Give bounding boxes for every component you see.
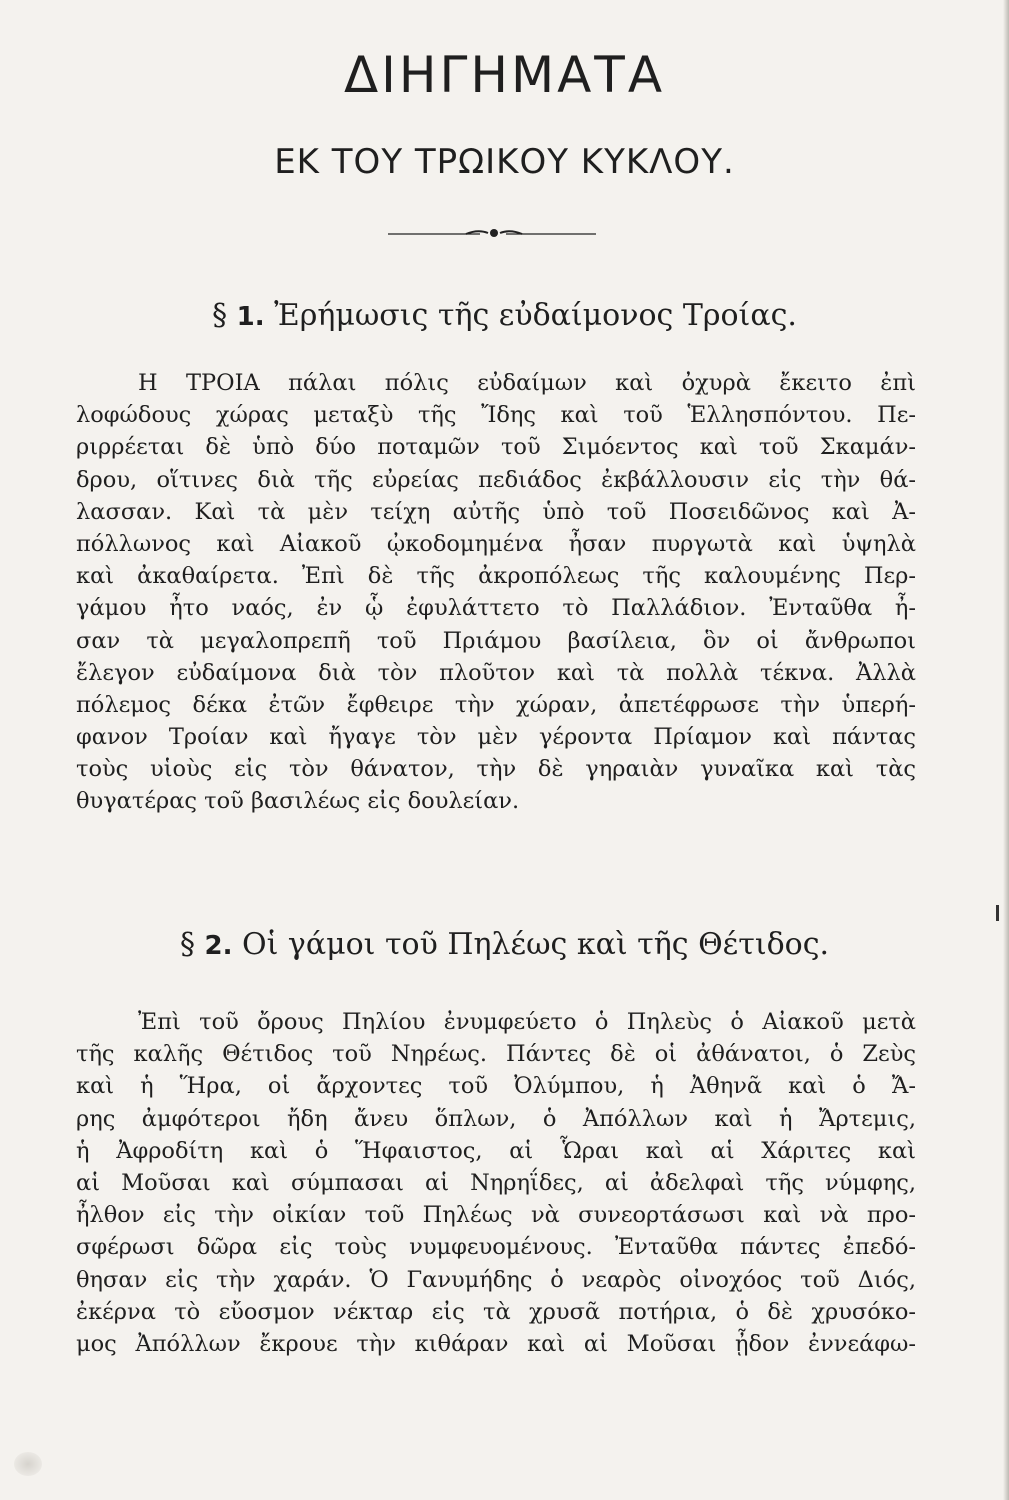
text-line: πόλεμος δέκα ἐτῶν ἔφθειρε τὴν χώραν, ἀπετέφρωσε τὴν ὑπερή- (76, 691, 916, 718)
text-line: Ἐπὶ τοῦ ὄρους Πηλίου ἐνυμφεύετο ὁ Πηλεὺς ὁ Αἰακοῦ μετὰ (138, 1009, 916, 1035)
section-symbol: § (179, 927, 195, 962)
section-title: Ἐρήμωσις τῆς εὐδαίμονος Τροίας. (274, 298, 797, 333)
text-line: ἐκέρνα τὸ εὔοσμον νέκταρ εἰς τὰ χρυσᾶ ποτήρια, ὁ δὲ χρυσόκο- (76, 1298, 916, 1325)
text-line: σαν τὰ μεγαλοπρεπῆ τοῦ Πριάμου βασίλεια, ὃν οἱ ἄνθρωποι (76, 627, 916, 654)
text-line: τῆς καλῆς Θέτιδος τοῦ Νηρέως. Πάντες δὲ οἱ ἀθάνατοι, ὁ Ζεὺς (76, 1041, 916, 1068)
text-line: φανον Τροίαν καὶ ἤγαγε τὸν μὲν γέροντα Πρίαμον καὶ πάντας (76, 724, 916, 751)
text-line: μος Ἀπόλλων ἔκρουε τὴν κιθάραν καὶ αἱ Μοῦσαι ᾖδον ἐννεάφω- (76, 1330, 916, 1357)
page-title: ΔΙΗΓΗΜΑΤΑ (343, 46, 666, 104)
text-line: θυγατέρας τοῦ βασιλέως εἰς δουλείαν. (76, 788, 520, 815)
text-line: ἦλθον εἰς τὴν οἰκίαν τοῦ Πηλέως νὰ συνεορτάσωσι καὶ νὰ προ- (76, 1202, 916, 1229)
section-number: 1. (236, 302, 265, 332)
text-line: ρης ἀμφότεροι ἤδη ἄνευ ὅπλων, ὁ Ἀπόλλων καὶ ἡ Ἄρτεμις, (76, 1105, 916, 1132)
divider-ornament (388, 226, 596, 240)
section-2-paragraph (76, 1006, 916, 1360)
text-line: θησαν εἰς τὴν χαράν. Ὁ Γανυμήδης ὁ νεαρὸς οἰνοχόος τοῦ Διός, (76, 1266, 916, 1293)
text-line: γάμου ἦτο ναός, ἐν ᾧ ἐφυλάττετο τὸ Παλλάδιον. Ἐνταῦθα ἦ- (76, 595, 916, 622)
text-line: πόλλωνος καὶ Αἰακοῦ ᾠκοδομημένα ἦσαν πυργωτὰ καὶ ὑψηλὰ (76, 530, 916, 557)
text-line: ριρρέεται δὲ ὑπὸ δύο ποταμῶν τοῦ Σιμόεντος καὶ τοῦ Σκαμάν- (76, 434, 916, 461)
section-title: Οἱ γάμοι τοῦ Πηλέως καὶ τῆς Θέτιδος. (242, 927, 830, 962)
page-subtitle: ΕΚ ΤΟΥ ΤΡΩΙΚΟΥ ΚΥΚΛΟΥ. (274, 142, 735, 182)
text-line: καὶ ἡ Ἥρα, οἱ ἄρχοντες τοῦ Ὀλύμπου, ἡ Ἀθηνᾶ καὶ ὁ Ἄ- (76, 1073, 916, 1100)
section-symbol: § (212, 298, 228, 333)
section-1-heading (0, 298, 1009, 333)
section-2-heading (0, 927, 1009, 962)
text-line: τοὺς υἱοὺς εἰς τὸν θάνατον, τὴν δὲ γηραιὰν γυναῖκα καὶ τὰς (76, 756, 916, 783)
text-line: σφέρωσι δῶρα εἰς τοὺς νυμφευομένους. Ἐνταῦθα πάντες ἐπεδό- (76, 1234, 916, 1261)
text-line: αἱ Μοῦσαι καὶ σύμπασαι αἱ Νηρηΐδες, αἱ ἀδελφαὶ τῆς νύμφης, (76, 1169, 916, 1196)
text-line: λασσαν. Καὶ τὰ μὲν τείχη αὐτῆς ὑπὸ τοῦ Ποσειδῶνος καὶ Ἀ- (76, 498, 916, 525)
page-edge-shadow (1003, 0, 1009, 1500)
paper-stain (14, 1452, 42, 1476)
text-line: ἡ Ἀφροδίτη καὶ ὁ Ἥφαιστος, αἱ Ὧραι καὶ αἱ Χάριτες καὶ (76, 1137, 916, 1164)
text-line: δρου, οἵτινες διὰ τῆς εὐρείας πεδιάδος ἐκβάλλουσιν εἰς τὴν θά- (76, 466, 916, 493)
text-line: καὶ ἀκαθαίρετα. Ἐπὶ δὲ τῆς ἀκροπόλεως τῆς καλουμένης Περ- (76, 563, 916, 590)
text-line: ἔλεγον εὐδαίμονα διὰ τὸν πλοῦτον καὶ τὰ πολλὰ τέκνα. Ἀλλὰ (76, 659, 916, 686)
section-1-paragraph (76, 367, 916, 818)
section-number: 2. (204, 931, 233, 961)
margin-mark (996, 905, 999, 921)
text-line: λοφώδους χώρας μεταξὺ τῆς Ἴδης καὶ τοῦ Ἑλλησπόντου. Πε- (76, 402, 916, 429)
text-line: Η ΤΡΟΙΑ πάλαι πόλις εὐδαίμων καὶ ὀχυρὰ ἔκειτο ἐπὶ (138, 370, 916, 396)
